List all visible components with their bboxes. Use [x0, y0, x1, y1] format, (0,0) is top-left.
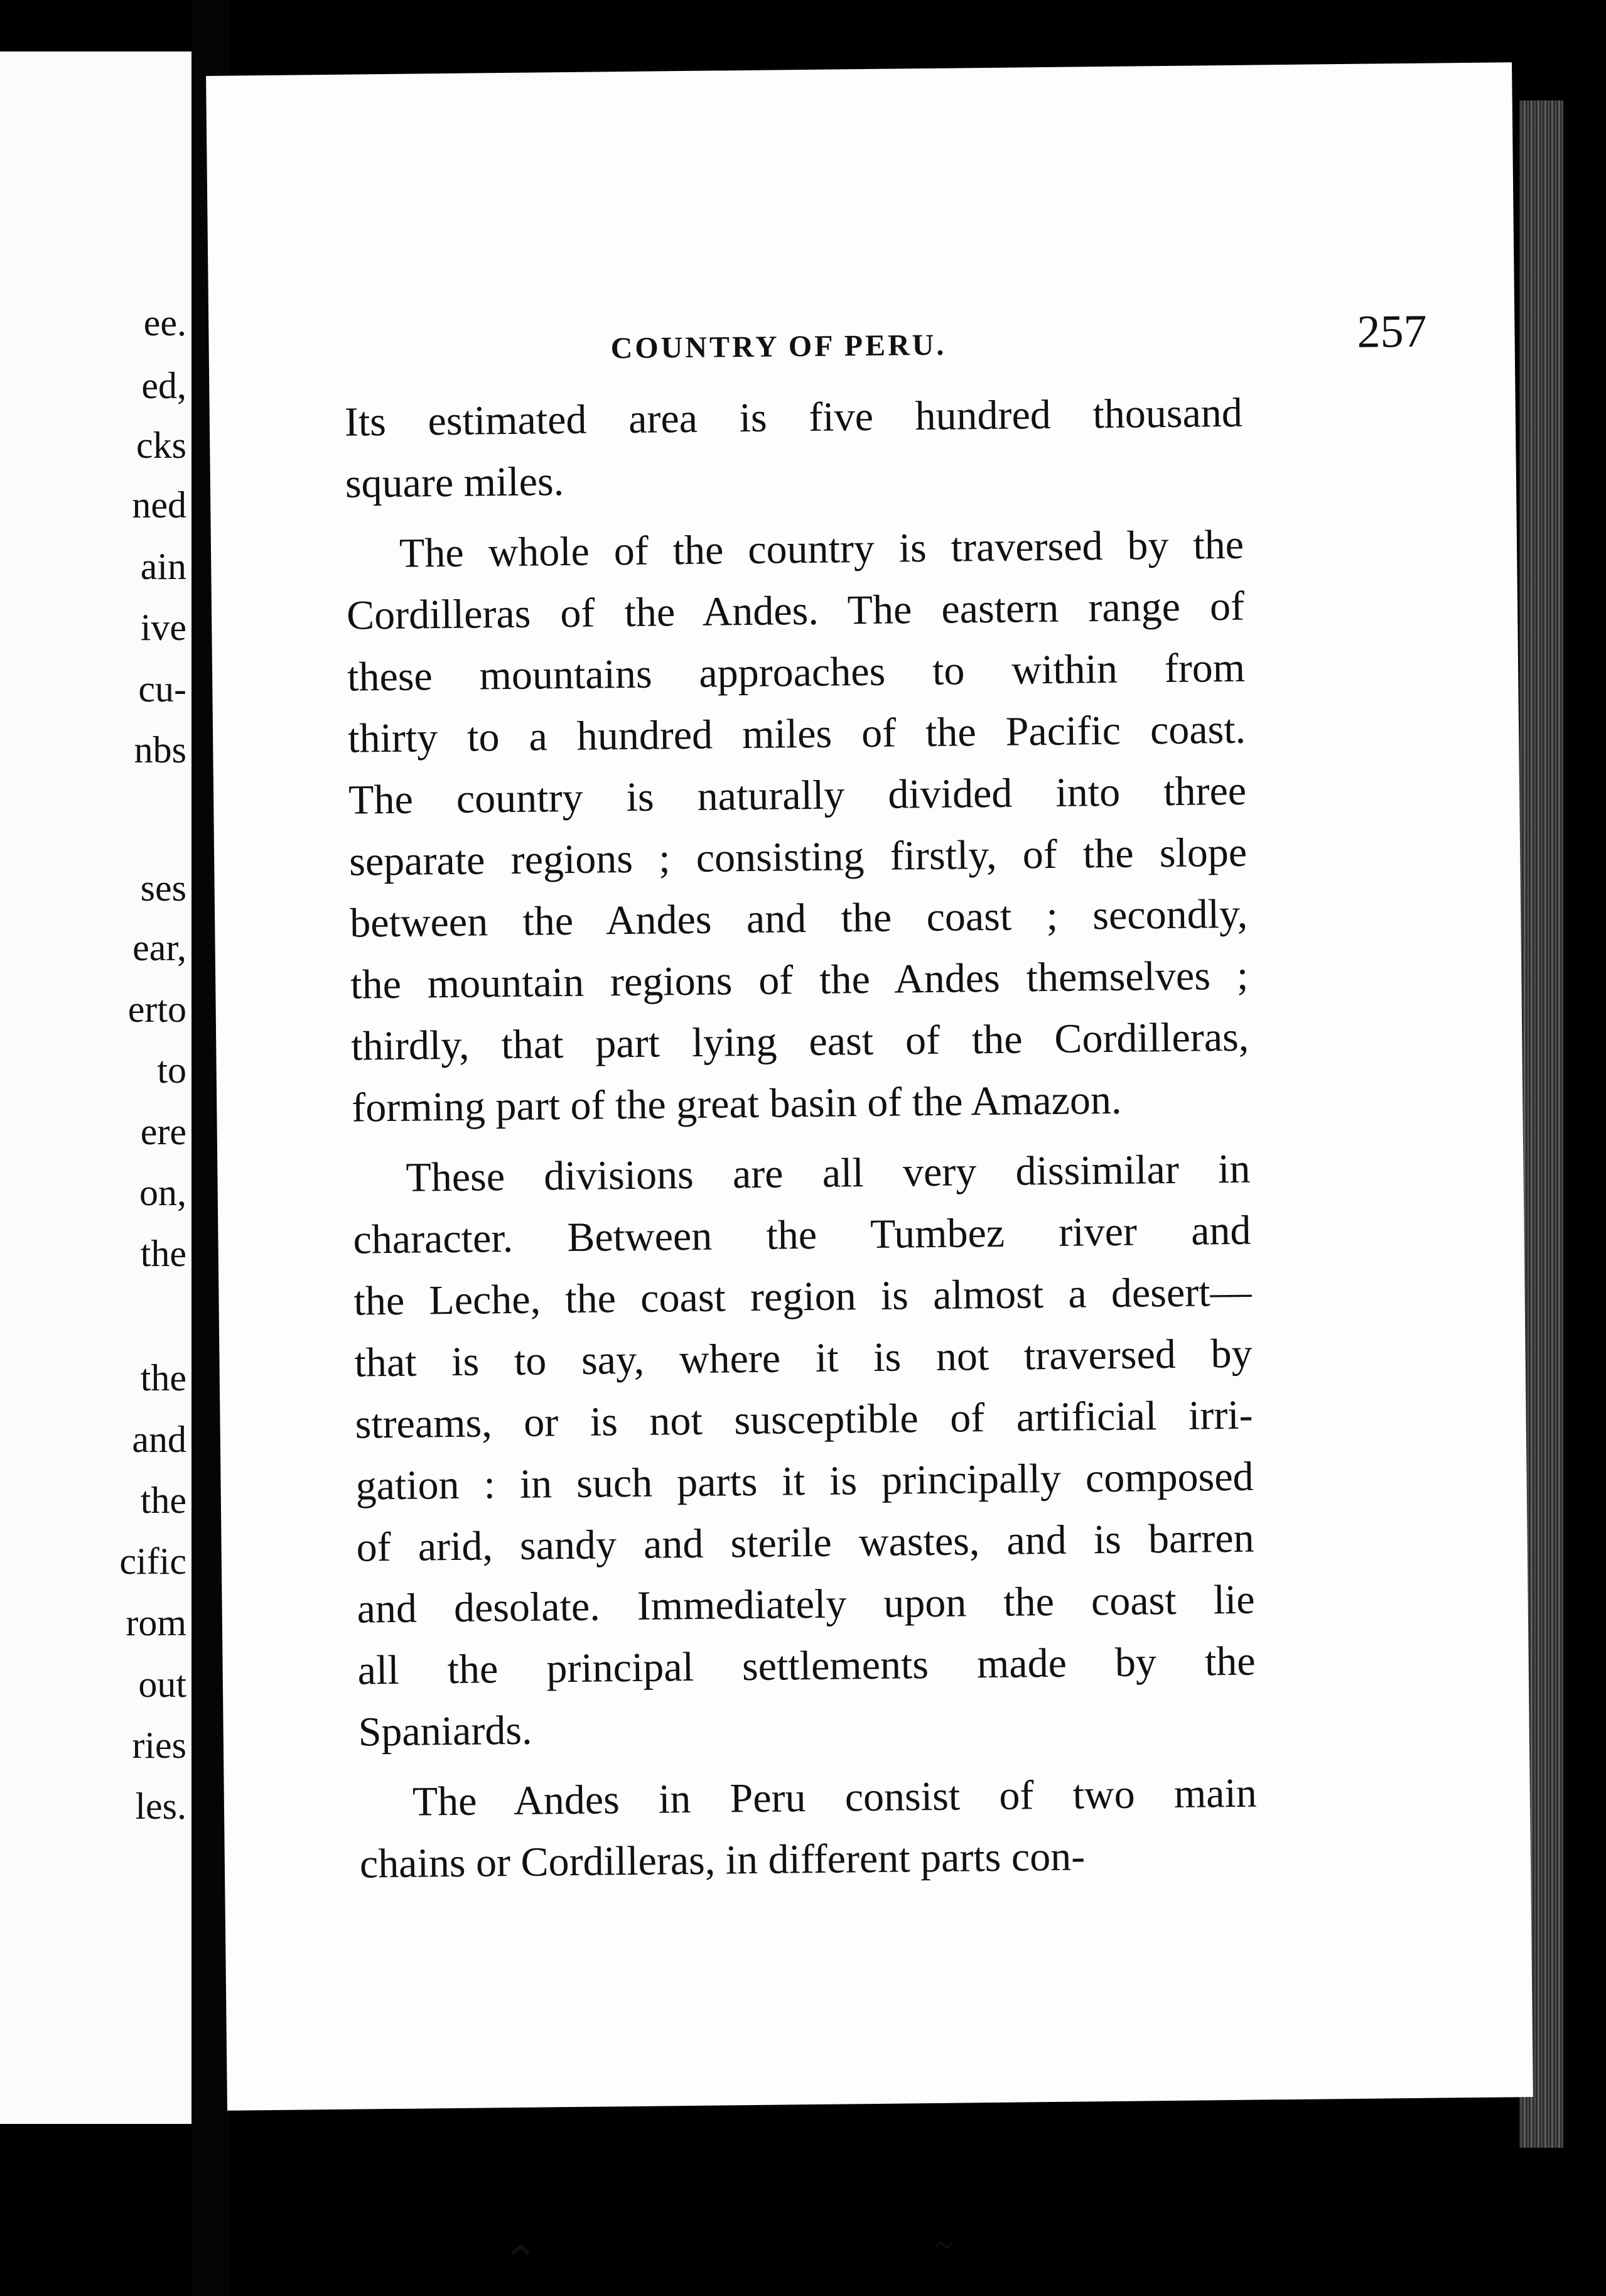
text-line: thirdly, that part lying east of the Cordilleras,	[350, 1014, 1249, 1069]
left-page-line-fragment: les.	[135, 1785, 186, 1827]
left-facing-page	[0, 51, 191, 2124]
text-line: The Andes in Peru consist of two main	[412, 1770, 1258, 1825]
paragraph	[358, 1763, 1258, 1895]
left-page-line-fragment: cific	[119, 1541, 186, 1582]
text-line: square miles.	[345, 458, 564, 507]
left-page-line-fragment: ries	[132, 1725, 186, 1766]
text-line: the mountain regions of the Andes themselves ;	[350, 952, 1249, 1008]
left-page-line-fragment: ive	[140, 607, 186, 648]
text-line: all the principal settlements made by the	[357, 1638, 1256, 1694]
left-page-line-fragment: ee.	[143, 302, 186, 344]
text-line: and desolate. Immediately upon the coast lie	[357, 1576, 1255, 1632]
left-page-line-fragment: ses	[140, 867, 186, 909]
text-line: The country is naturally divided into three	[348, 767, 1247, 823]
text-line: between the Andes and the coast ; secondly,	[349, 891, 1248, 946]
left-page-line-fragment: ere	[140, 1111, 186, 1152]
paragraph	[344, 382, 1243, 515]
body-text	[344, 382, 1258, 1895]
text-line: gation : in such parts it is principally composed	[355, 1453, 1254, 1509]
running-title: COUNTRY OF PERU.	[610, 328, 947, 366]
left-page-line-fragment: nbs	[134, 729, 186, 771]
text-line: the Leche, the coast region is almost a desert—	[353, 1269, 1252, 1324]
left-page-line-fragment: ned	[132, 484, 186, 526]
paragraph	[352, 1139, 1256, 1763]
text-line: chains or Cordilleras, in different parts con-	[359, 1833, 1086, 1887]
left-page-line-fragment: cks	[136, 425, 186, 466]
text-line: Its estimated area is five hundred thousand	[344, 389, 1243, 445]
text-line: The whole of the country is traversed by the	[399, 521, 1244, 577]
left-page-line-fragment: the	[140, 1480, 186, 1521]
text-line: Spaniards.	[358, 1707, 532, 1755]
text-line: forming part of the great basin of the Amazon.	[351, 1076, 1122, 1131]
left-page-line-fragment: cu-	[138, 668, 186, 710]
text-line: Cordilleras of the Andes. The eastern range of	[346, 583, 1245, 639]
scan-artifact-mark: ~	[935, 2227, 953, 2262]
text-line: of arid, sandy and sterile wastes, and is barren	[356, 1515, 1254, 1571]
left-page-line-fragment: out	[138, 1664, 186, 1705]
text-line: character. Between the Tumbez river and	[353, 1207, 1251, 1263]
text-line: These divisions are all very dissimilar in	[406, 1145, 1251, 1201]
left-page-line-fragment: the	[140, 1233, 186, 1274]
text-line: that is to say, where it is not traversed by	[354, 1330, 1253, 1386]
book-page	[206, 62, 1533, 2111]
paragraph	[346, 514, 1250, 1139]
running-head	[610, 305, 1427, 366]
scan-artifact-mark: ⌃	[502, 2238, 539, 2287]
text-line: separate regions ; consisting firstly, of the slope	[348, 829, 1248, 885]
left-page-line-fragment: rom	[126, 1602, 186, 1643]
page-number: 257	[1357, 305, 1427, 358]
left-page-line-fragment: on,	[139, 1172, 186, 1213]
left-page-line-fragment: the	[140, 1357, 186, 1399]
left-page-line-fragment: to	[157, 1049, 186, 1091]
left-page-line-fragment: erto	[127, 988, 186, 1030]
text-line: thirty to a hundred miles of the Pacific coast.	[347, 706, 1246, 762]
left-page-line-fragment: ain	[140, 546, 186, 587]
text-line: streams, or is not susceptible of artificial irri-	[355, 1392, 1253, 1448]
left-page-line-fragment: ear,	[132, 927, 186, 968]
left-page-line-fragment: and	[132, 1419, 186, 1460]
text-line: these mountains approaches to within from	[347, 644, 1246, 700]
left-page-line-fragment: ed,	[141, 365, 186, 406]
